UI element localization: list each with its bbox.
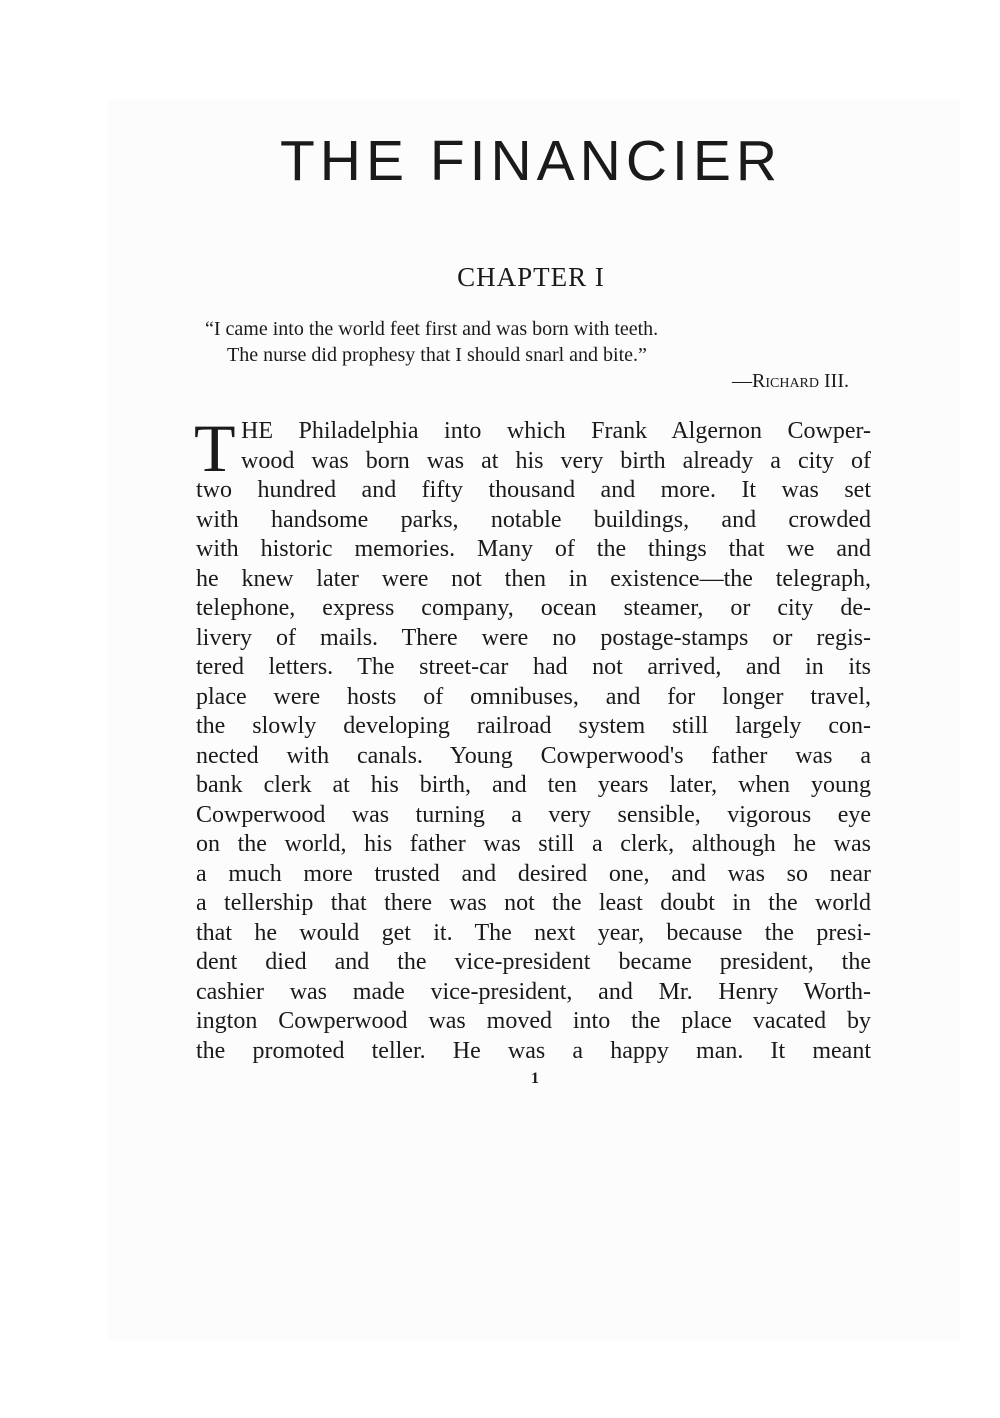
body-line: a tellership that there was not the least doubt in the world — [196, 890, 871, 916]
body-line: he knew later were not then in existence—the telegraph, — [196, 565, 871, 592]
drop-cap: T — [194, 410, 236, 486]
body-line: HE Philadelphia into which Frank Algernon Cowper- — [241, 418, 871, 444]
body-line: a much more trusted and desired one, and was so near — [196, 860, 871, 887]
body-line: bank clerk at his birth, and ten years later, when young — [196, 772, 871, 798]
body-line: ington Cowperwood was moved into the place vacated by — [196, 1008, 871, 1034]
body-line: two hundred and fifty thousand and more. It was set — [196, 477, 871, 503]
body-line: cashier was made vice-president, and Mr. Henry Worth- — [196, 978, 871, 1005]
body-line: wood was born was at his very birth already a city of — [241, 447, 871, 474]
body-line: with historic memories. Many of the things that we and — [196, 536, 871, 562]
body-line: place were hosts of omnibuses, and for longer travel, — [196, 683, 871, 710]
body-line: nected with canals. Young Cowperwood's father was a — [196, 742, 871, 769]
epigraph — [205, 316, 875, 394]
attribution-dash: — — [732, 370, 752, 392]
body-line: with handsome parks, notable buildings, and crowded — [196, 506, 871, 533]
attribution-numeral: III. — [819, 370, 849, 392]
body-text — [194, 410, 871, 1066]
body-line: telephone, express company, ocean steamer, or city de- — [196, 595, 871, 621]
body-line: that he would get it. The next year, because the presi- — [196, 919, 871, 946]
body-line: dent died and the vice-president became president, the — [196, 949, 871, 975]
body-line: the promoted teller. He was a happy man. It meant — [196, 1037, 871, 1064]
attribution-name: Richard — [752, 370, 820, 392]
body-line: Cowperwood was turning a very sensible, vigorous eye — [196, 801, 871, 828]
page-number: 1 — [531, 1070, 539, 1087]
chapter-heading: CHAPTER I — [457, 262, 605, 292]
body-line: livery of mails. There were no postage-stamps or regis- — [196, 624, 871, 651]
body-line: tered letters. The street-car had not arrived, and in its — [196, 654, 871, 680]
epigraph-line-1: “I came into the world feet first and was born with teeth. — [205, 318, 659, 340]
epigraph-attribution — [205, 368, 875, 394]
body-line: on the world, his father was still a clerk, although he was — [196, 831, 871, 857]
body-line: the slowly developing railroad system still largely con- — [196, 713, 871, 739]
book-title: THE FINANCIER — [279, 129, 783, 193]
epigraph-line-2: The nurse did prophesy that I should snarl and bite.” — [227, 344, 647, 366]
